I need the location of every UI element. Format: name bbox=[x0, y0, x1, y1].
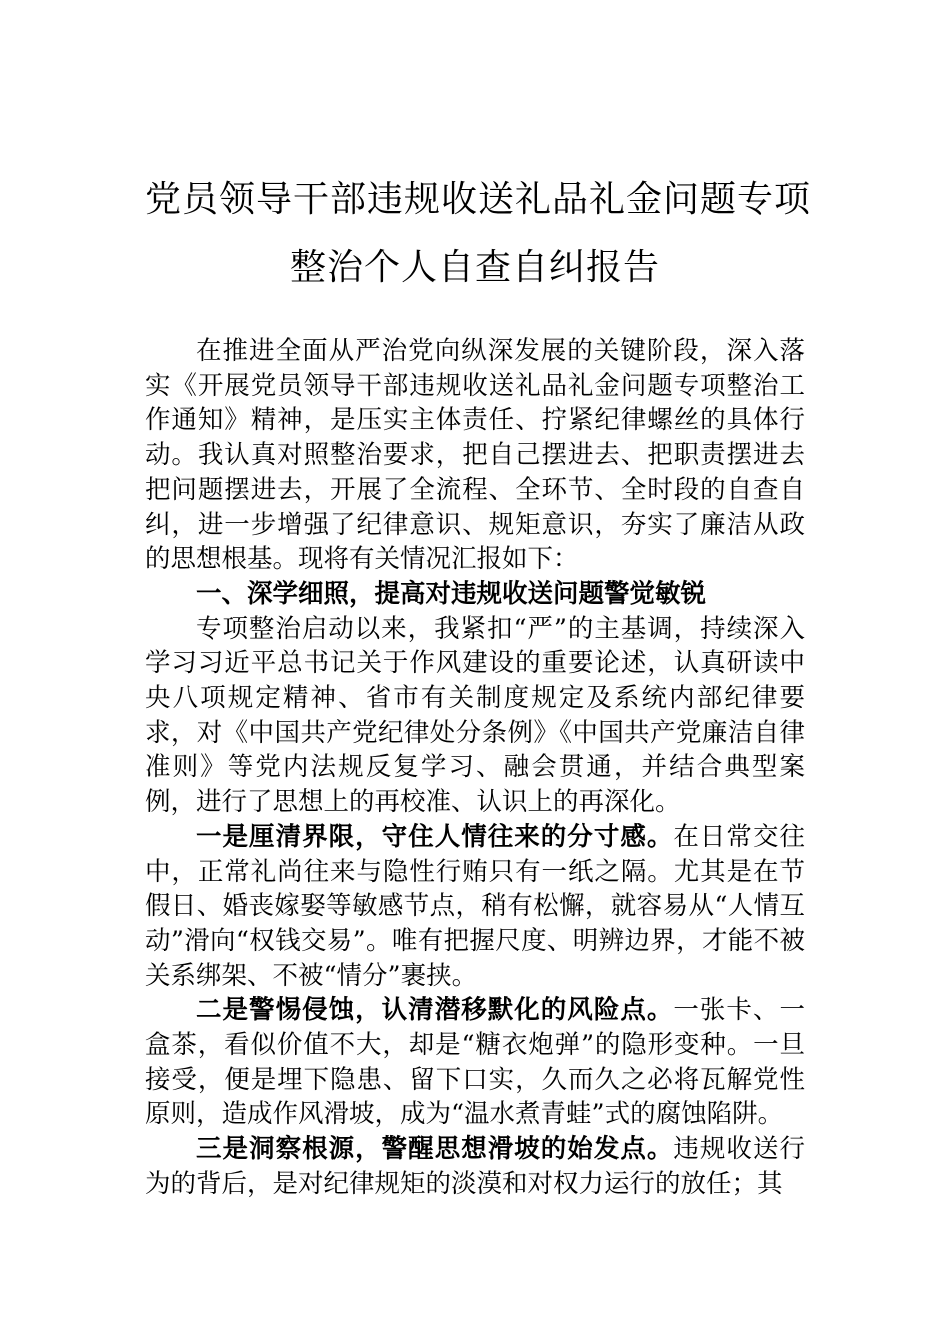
point-2-paragraph bbox=[145, 993, 805, 1132]
point-2-heading: 二是警惕侵蚀，认清潜移默化的风险点。 bbox=[196, 995, 674, 1026]
section-1-heading: 一、深学细照，提高对违规收送问题警觉敏锐 bbox=[196, 578, 707, 609]
point-1-heading: 一是厘清界限，守住人情往来的分寸感。 bbox=[196, 821, 674, 852]
title-line-2: 整治个人自查自纠报告 bbox=[289, 247, 660, 288]
point-3-text: 违规收送行为的背后，是对纪律规矩的淡漠和对权力运行的放任；其 bbox=[145, 1134, 805, 1199]
point-1-paragraph bbox=[145, 820, 805, 994]
document-body bbox=[145, 334, 805, 1202]
point-1-text: 在日常交往中，正常礼尚往来与隐性行贿只有一纸之隔。尤其是在节假日、婚丧嫁娶等敏感节点，稍有松懈，就容易从“人情互动”滑向“权钱交易”。唯有把握尺度、明辨边界，才能不被关系绑架、不被“情分”裹挟。 bbox=[145, 821, 805, 991]
point-3-heading: 三是洞察根源，警醒思想滑坡的始发点。 bbox=[196, 1134, 674, 1165]
title-line-1: 党员领导干部违规收送礼品礼金问题专项 bbox=[145, 179, 812, 220]
point-2-text: 一张卡、一盒茶，看似价值不大，却是“糖衣炮弹”的隐形变种。一旦接受，便是埋下隐患、留下口实，久而久之必将瓦解党性原则，造成作风滑坡，成为“温水煮青蛙”式的腐蚀陷阱。 bbox=[145, 995, 805, 1130]
intro-paragraph: 在推进全面从严治党向纵深发展的关键阶段，深入落实《开展党员领导干部违规收送礼品礼金问题专项整治工作通知》精神，是压实主体责任、拧紧纪律螺丝的具体行动。我认真对照整治要求，把自己摆进去、把职责摆进去把问题摆进去，开展了全流程、全环节、全时段的自查自纠，进一步增强了纪律意识、规矩意识，夯实了廉洁从政的思想根基。现将有关情况汇报如下： bbox=[145, 336, 805, 575]
point-3-paragraph bbox=[145, 1132, 805, 1201]
section-1-paragraph: 专项整治启动以来，我紧扣“严”的主基调，持续深入学习习近平总书记关于作风建设的重要论述，认真研读中央八项规定精神、省市有关制度规定及系统内部纪律要求，对《中国共产党纪律处分条例》《中国共产党廉洁自律准则》等党内法规反复学习、融会贯通，并结合典型案例，进行了思想上的再校准、认识上的再深化。 bbox=[145, 613, 805, 818]
